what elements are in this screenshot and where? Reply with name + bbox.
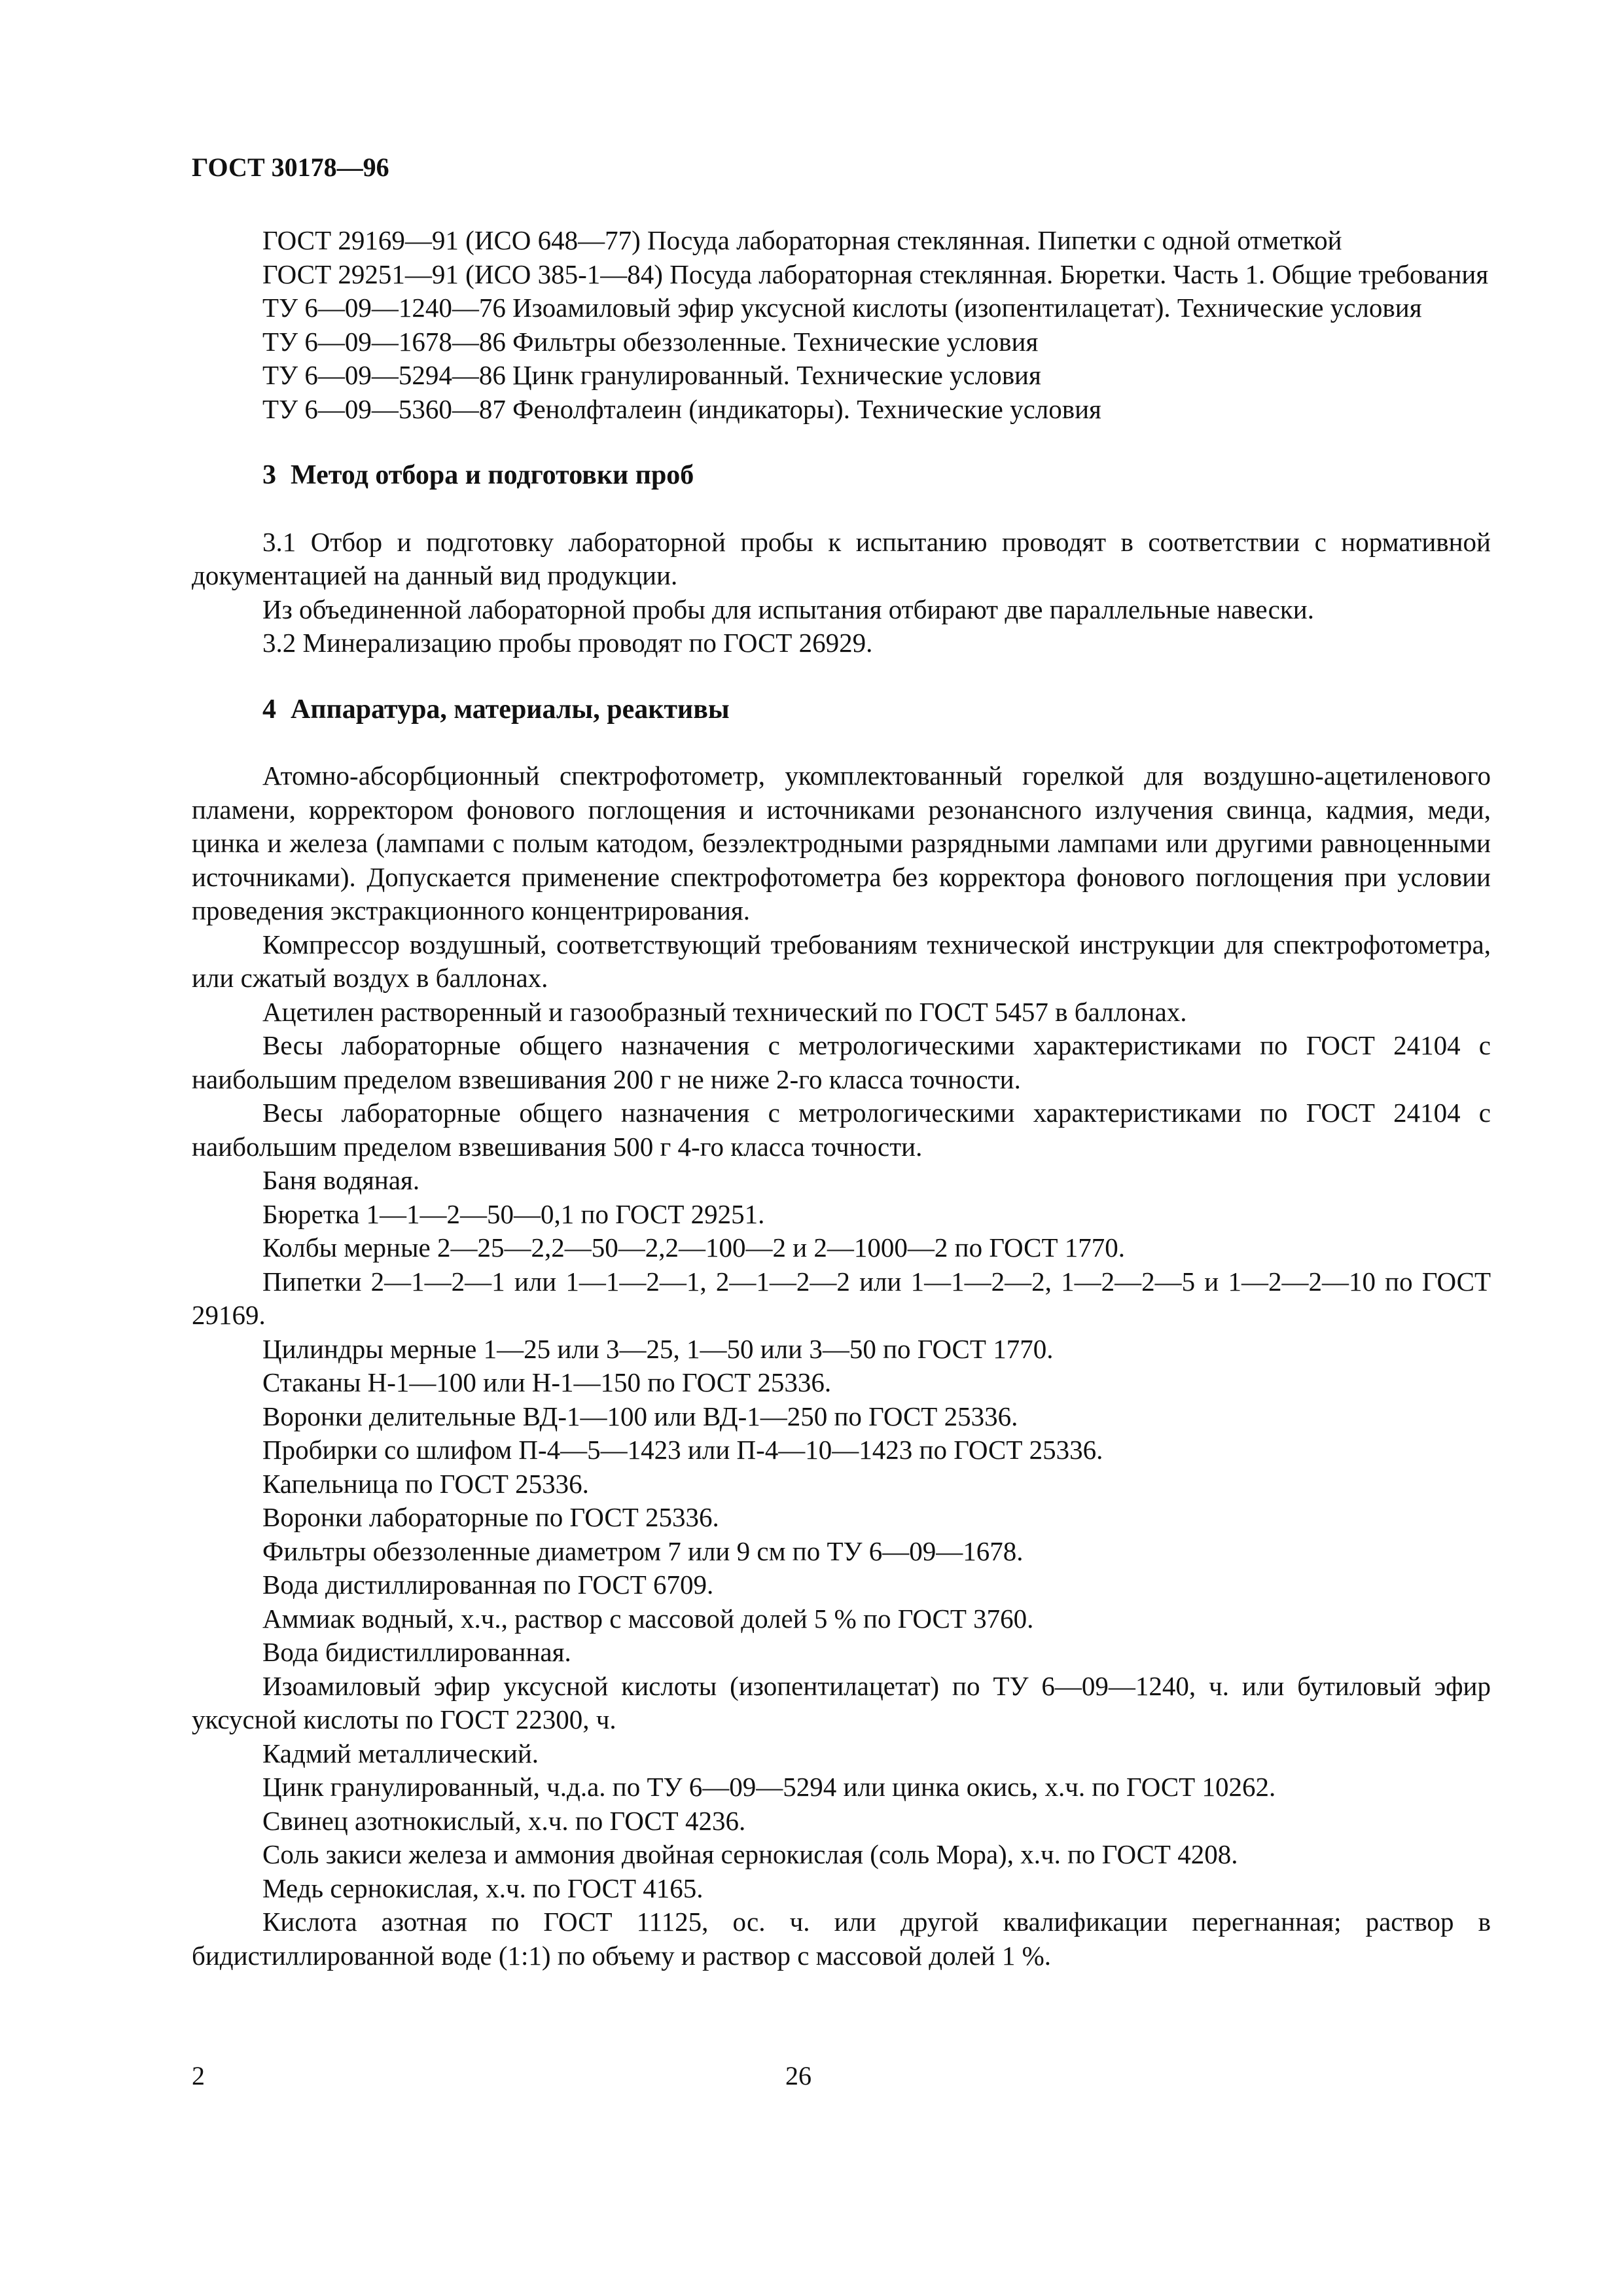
reference-line: ТУ 6—09—1678—86 Фильтры обеззоленные. Технические условия [262, 326, 1039, 357]
section-paragraph: Цинк гранулированный, ч.д.а. по ТУ 6—09—5294 или цинка окись, х.ч. по ГОСТ 10262. [262, 1772, 1276, 1802]
section-number: 4 [262, 694, 276, 725]
section-heading-3 [192, 459, 1491, 493]
reference-line: ТУ 6—09—5294—86 Цинк гранулированный. Технические условия [262, 360, 1041, 390]
section-paragraph: Капельница по ГОСТ 25336. [262, 1468, 589, 1499]
section-paragraph: Бюретка 1—1—2—50—0,1 по ГОСТ 29251. [262, 1198, 765, 1229]
document-body [192, 224, 1491, 1973]
section-paragraph: Вода дистиллированная по ГОСТ 6709. [262, 1570, 714, 1600]
section-paragraph: Воронки делительные ВД-1—100 или ВД-1—250 по ГОСТ 25336. [262, 1401, 1018, 1431]
section-paragraph: Атомно-абсорбционный спектрофотометр, укомплектованный горелкой для воздушно-ацетиленового пламени, корректором фонового поглощения и источниками резонансного излучения свинца, кадмия, меди, цинка и железа (лампами с полым катодом, безэлектродными разрядными лампами или другими равноценными источниками). Допускается применение спектрофотометра без корректора фонового поглощения при условии проведения экстракционного концентрирования. [192, 761, 1491, 925]
section-paragraph: Весы лабораторные общего назначения с метрологическими характеристиками по ГОСТ 24104 с наибольшим пределом взвешивания 500 г 4-го класса точности. [192, 1098, 1491, 1162]
section-paragraph: Медь сернокислая, х.ч. по ГОСТ 4165. [262, 1873, 704, 1903]
page-number-center: 26 [785, 2061, 812, 2090]
section-paragraph: Изоамиловый эфир уксусной кислоты (изопентилацетат) по ТУ 6—09—1240, ч. или бутиловый эфир уксусной кислоты по ГОСТ 22300, ч. [192, 1670, 1491, 1734]
page-number-left: 2 [192, 2061, 205, 2090]
section-paragraph: Воронки лабораторные по ГОСТ 25336. [262, 1502, 719, 1532]
section-paragraph: Соль закиси железа и аммония двойная сернокислая (соль Мора), х.ч. по ГОСТ 4208. [262, 1839, 1238, 1869]
section-paragraph: Стаканы Н-1—100 или Н-1—150 по ГОСТ 25336. [262, 1367, 832, 1397]
reference-line: ТУ 6—09—1240—76 Изоамиловый эфир уксусной кислоты (изопентилацетат). Технические условия [262, 293, 1422, 323]
section-paragraph: Аммиак водный, х.ч., раствор с массовой долей 5 % по ГОСТ 3760. [262, 1603, 1034, 1634]
section-title: Аппаратура, материалы, реактивы [291, 694, 730, 725]
reference-line: ТУ 6—09—5360—87 Фенолфталеин (индикаторы). Технические условия [262, 393, 1101, 424]
section-paragraph: Вода бидистиллированная. [262, 1637, 571, 1667]
section-paragraph: Свинец азотнокислый, х.ч. по ГОСТ 4236. [262, 1805, 746, 1836]
section-title: Метод отбора и подготовки проб [291, 460, 694, 490]
section-number: 3 [262, 460, 276, 490]
section-paragraph: Кадмий металлический. [262, 1738, 539, 1768]
section-paragraph: Весы лабораторные общего назначения с метрологическими характеристиками по ГОСТ 24104 с наибольшим пределом взвешивания 200 г не ниже 2-го класса точности. [192, 1030, 1491, 1094]
section-paragraph: Ацетилен растворенный и газообразный технический по ГОСТ 5457 в баллонах. [262, 996, 1187, 1027]
section-paragraph: 3.1 Отбор и подготовку лабораторной пробы к испытанию проводят в соответствии с нормативной документацией на данный вид продукции. [192, 526, 1491, 590]
section-heading-4 [192, 693, 1491, 727]
document-header: ГОСТ 30178—96 [192, 152, 389, 182]
section-paragraph: Цилиндры мерные 1—25 или 3—25, 1—50 или 3—50 по ГОСТ 1770. [262, 1333, 1054, 1364]
section-paragraph: Из объединенной лабораторной пробы для испытания отбирают две параллельные навески. [262, 594, 1314, 624]
reference-line: ГОСТ 29251—91 (ИСО 385-1—84) Посуда лабораторная стеклянная. Бюретки. Часть 1. Общие требования [262, 259, 1489, 289]
section-paragraph: 3.2 Минерализацию пробы проводят по ГОСТ 26929. [262, 628, 873, 658]
section-paragraph: Компрессор воздушный, соответствующий требованиям технической инструкции для спектрофотометра, или сжатый воздух в баллонах. [192, 929, 1491, 993]
section-paragraph: Фильтры обеззоленные диаметром 7 или 9 см по ТУ 6—09—1678. [262, 1535, 1024, 1566]
section-paragraph: Баня водяная. [262, 1165, 420, 1195]
reference-line: ГОСТ 29169—91 (ИСО 648—77) Посуда лабораторная стеклянная. Пипетки с одной отметкой [262, 225, 1342, 255]
section-paragraph: Колбы мерные 2—25—2,2—50—2,2—100—2 и 2—1000—2 по ГОСТ 1770. [262, 1232, 1126, 1263]
section-paragraph: Пробирки со шлифом П-4—5—1423 или П-4—10—1423 по ГОСТ 25336. [262, 1435, 1103, 1465]
section-paragraph: Кислота азотная по ГОСТ 11125, ос. ч. или другой квалификации перегнанная; раствор в бидистиллированной воде (1:1) по объему и раствор с массовой долей 1 %. [192, 1907, 1491, 1971]
section-paragraph: Пипетки 2—1—2—1 или 1—1—2—1, 2—1—2—2 или 1—1—2—2, 1—2—2—5 и 1—2—2—10 по ГОСТ 29169. [192, 1266, 1491, 1330]
